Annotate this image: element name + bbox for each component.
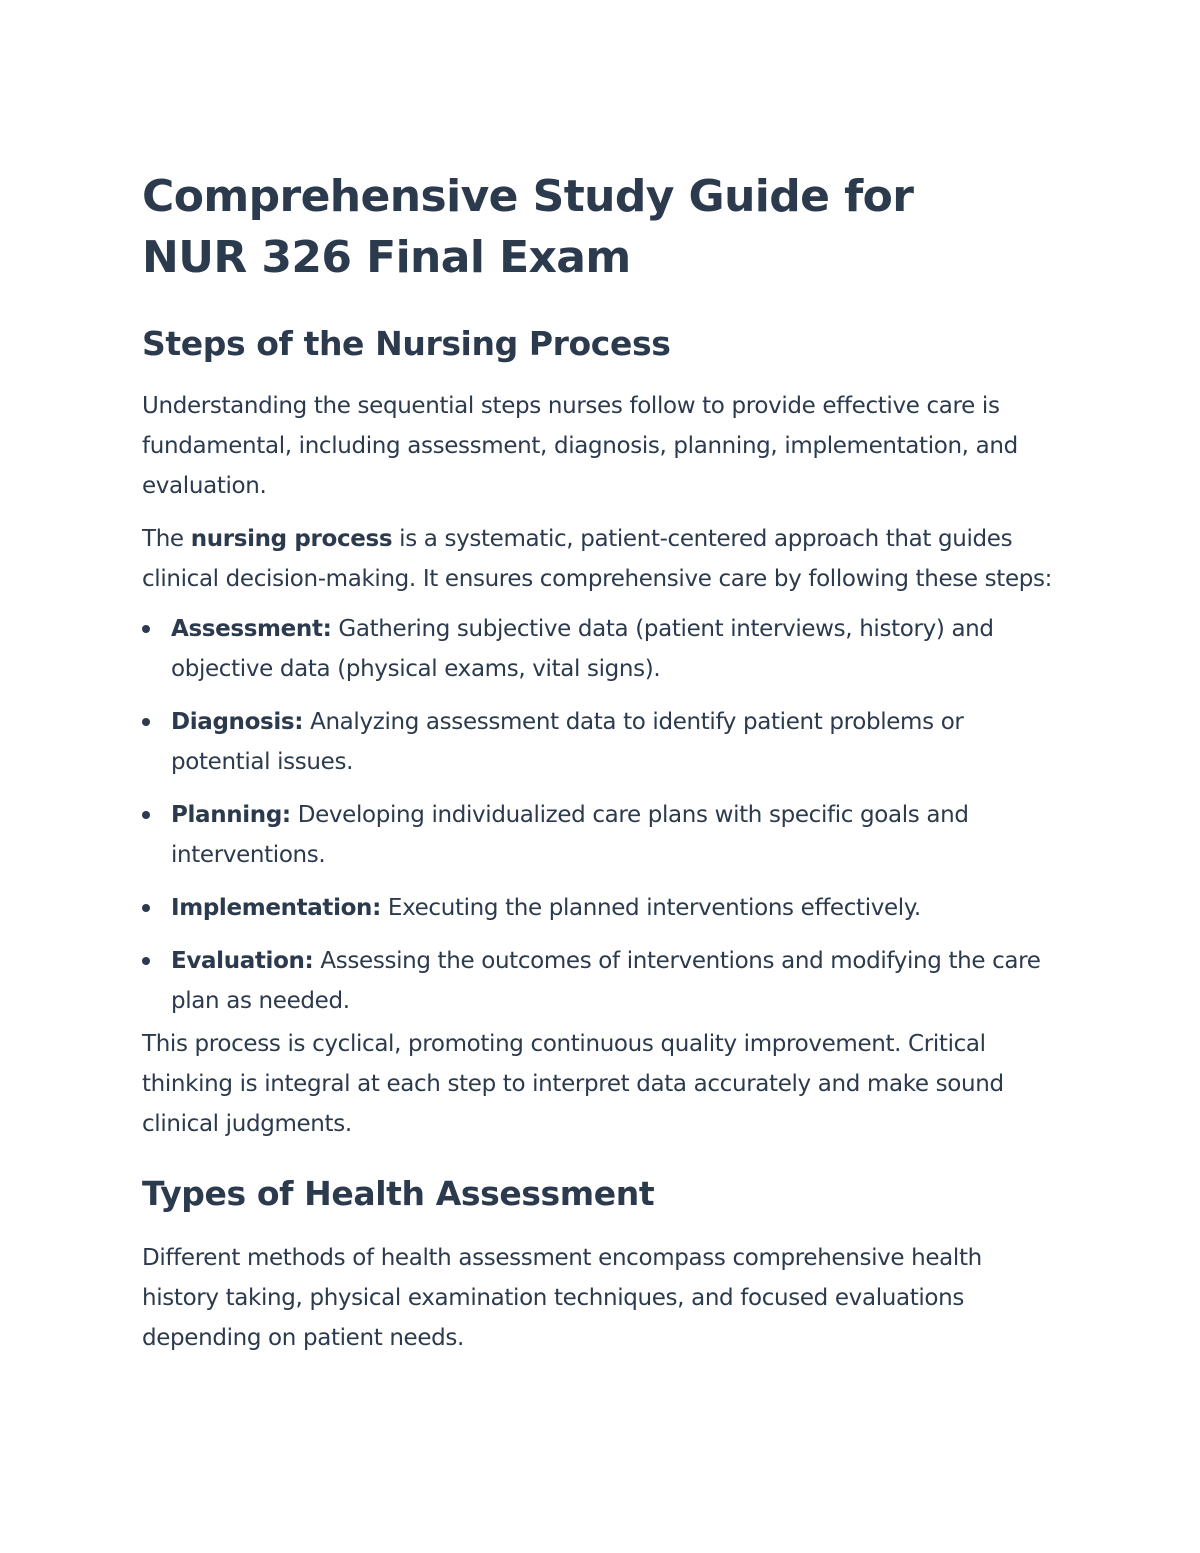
bullet-icon (142, 904, 150, 912)
section-outro: This process is cyclical, promoting continuous quality improvement. Critical thinking is integral at each step to interpret data accurately and make sound clinical judgments. (142, 1031, 1004, 1137)
list-item (142, 702, 1060, 782)
body-text-before: The (142, 526, 191, 552)
section-heading: Steps of the Nursing Process (142, 324, 671, 363)
bullet-icon (142, 625, 150, 633)
step-text: Developing individualized care plans with specific goals and interventions. (171, 802, 969, 868)
list-item (142, 795, 1060, 875)
bullet-icon (142, 718, 150, 726)
section-heading: Types of Health Assessment (142, 1174, 655, 1213)
bullet-icon (142, 957, 150, 965)
body-emphasis: nursing process (190, 526, 393, 552)
section-health-assessment (142, 1172, 1060, 1358)
step-term: Assessment: (171, 616, 332, 642)
step-term: Implementation: (171, 895, 381, 921)
bullet-icon (142, 811, 150, 819)
section-body-paragraph (142, 519, 1060, 599)
nursing-steps-list (142, 609, 1060, 1021)
list-item (142, 888, 1060, 928)
list-item (142, 941, 1060, 1021)
body-text-after: is a systematic, patient-centered approach that guides clinical decision-making. It ensures comprehensive care by following these steps: (142, 526, 1053, 592)
section-intro: Different methods of health assessment encompass comprehensive health history taking, physical examination techniques, and focused evaluations depending on patient needs. (142, 1245, 982, 1351)
document-title: Comprehensive Study Guide for NUR 326 Final Exam (142, 171, 914, 283)
step-term: Planning: (171, 802, 291, 828)
section-nursing-process (142, 322, 1060, 1144)
step-text: Assessing the outcomes of interventions and modifying the care plan as needed. (171, 948, 1041, 1014)
section-intro: Understanding the sequential steps nurses follow to provide effective care is fundamental, including assessment, diagnosis, planning, implementation, and evaluation. (142, 393, 1018, 499)
step-text: Gathering subjective data (patient interviews, history) and objective data (physical exams, vital signs). (171, 616, 994, 682)
list-item (142, 609, 1060, 689)
step-term: Diagnosis: (171, 709, 304, 735)
step-term: Evaluation: (171, 948, 314, 974)
step-text: Analyzing assessment data to identify patient problems or potential issues. (171, 709, 964, 775)
step-text: Executing the planned interventions effectively. (380, 895, 921, 921)
